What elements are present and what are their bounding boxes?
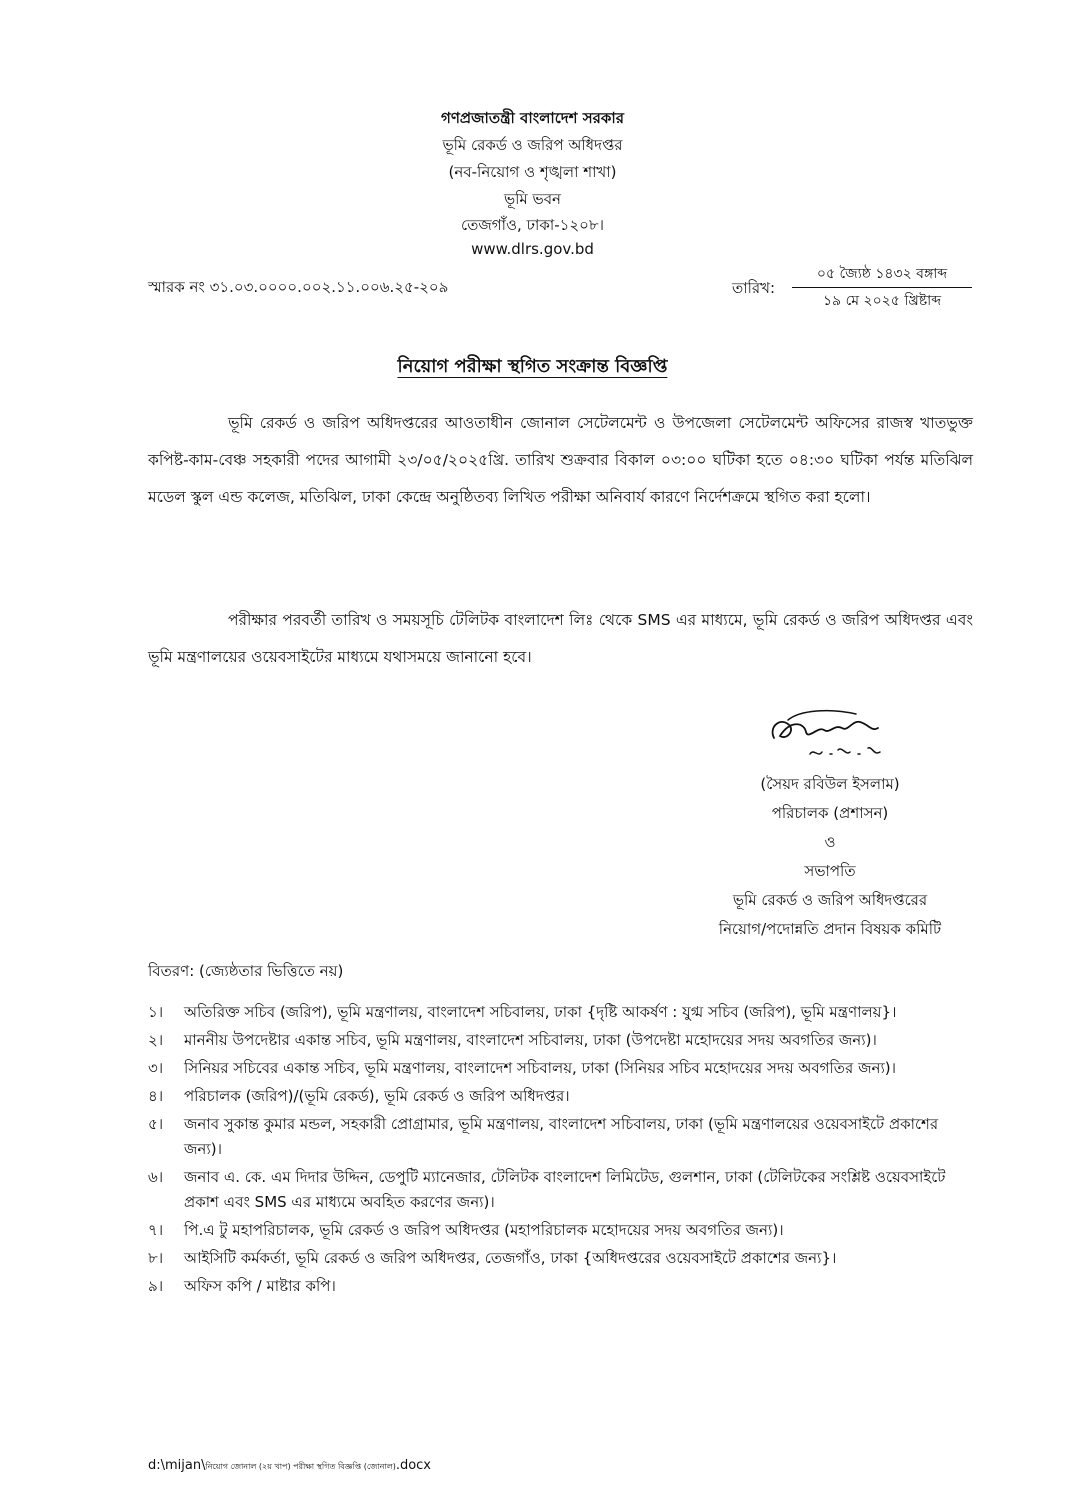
list-item <box>148 1084 978 1109</box>
handwritten-signature <box>760 706 900 768</box>
list-item-number: ৪। <box>148 1087 164 1105</box>
list-item-text: আইসিটি কর্মকর্তা, ভূমি রেকর্ড ও জরিপ অধিদপ্তর, তেজগাঁও, ঢাকা {অধিদপ্তরের ওয়েবসাইটে প্রকাশের জন্য}। <box>184 1249 837 1267</box>
list-item-number: ৯। <box>148 1277 164 1295</box>
list-item-number: ১। <box>148 1003 164 1021</box>
memo-number: স্মারক নং ৩১.০৩.০০০০.০০২.১১.০০৬.২৫-২০৯ <box>148 278 449 296</box>
signatory-name: (সৈয়দ রবিউল ইসলাম) <box>760 775 900 793</box>
signature-block <box>660 770 1000 944</box>
file-path-prefix: d:\mijan\ <box>148 1458 206 1473</box>
list-item-number: ৬। <box>148 1168 164 1186</box>
address: তেজগাঁও, ঢাকা-১২০৮। <box>461 216 604 234</box>
signatory-role: সভাপতি <box>804 862 856 880</box>
list-item-number: ৭। <box>148 1221 164 1239</box>
list-item <box>148 1028 978 1053</box>
date-label: তারিখ: <box>732 279 776 297</box>
building-name: ভূমি ভবন <box>503 190 562 208</box>
date-english: ১৯ মে ২০২৫ খ্রিষ্টাব্দ <box>822 293 942 309</box>
notice-subject <box>0 352 1065 383</box>
list-item-number: ৫। <box>148 1115 164 1133</box>
government-title: গণপ্রজাতন্ত্রী বাংলাদেশ সরকার <box>441 109 624 127</box>
department-name: ভূমি রেকর্ড ও জরিপ অধিদপ্তর <box>442 136 623 154</box>
list-item <box>148 1000 978 1025</box>
distribution-list <box>148 1000 978 1302</box>
list-item <box>148 1218 978 1243</box>
list-item <box>148 1246 978 1271</box>
website: www.dlrs.gov.bd <box>471 240 594 258</box>
list-item-number: ৮। <box>148 1249 164 1267</box>
signatory-designation: পরিচালক (প্রশাসন) <box>771 804 889 822</box>
list-item <box>148 1056 978 1081</box>
file-path-name: নিয়োগ জোনাল (২য় খাপ) পরীক্ষা স্থগিত বিজ্ঞপ্তি (জোনাল) <box>205 1462 396 1471</box>
body-paragraph-2: পরীক্ষার পরবর্তী তারিখ ও সময়সূচি টেলিটক বাংলাদেশ লিঃ থেকে SMS এর মাধ্যমে, ভূমি রেকর্ড ও জরিপ অধিদপ্তর এবং ভূমি মন্ত্রণালয়ের ওয়েবসাইটের মাধ্যমে যথাসময়ে জানানো হবে। <box>148 611 973 666</box>
branch-name: (নব-নিয়োগ ও শৃঙ্খলা শাখা) <box>448 163 617 181</box>
signatory-organization: ভূমি রেকর্ড ও জরিপ অধিদপ্তরের <box>732 891 928 909</box>
list-item-text: মাননীয় উপদেষ্টার একান্ত সচিব, ভূমি মন্ত্রণালয়, বাংলাদেশ সচিবালয়, ঢাকা (উপদেষ্টা মহোদয়ের সদয় অবগতির জন্য)। <box>184 1031 877 1049</box>
list-item-number: ২। <box>148 1031 164 1049</box>
list-item-number: ৩। <box>148 1059 164 1077</box>
body-paragraph-1: ভূমি রেকর্ড ও জরিপ অধিদপ্তরের আওতাধীন জোনাল সেটেলমেন্ট ও উপজেলা সেটেলমেন্ট অফিসের রাজস্ব খাতভুক্ত কপিষ্ট-কাম-বেঞ্চ সহকারী পদের আগামী ২৩/০৫/২০২৫খ্রি. তারিখ শুক্রবার বিকাল ০৩:০০ ঘটিকা হতে ০৪:৩০ ঘটিকা পর্যন্ত মতিঝিল মডেল স্কুল এন্ড কলেজ, মতিঝিল, ঢাকা কেন্দ্রে অনুষ্ঠিতব্য লিখিত পরীক্ষা অনিবার্য কারণে নির্দেশক্রমে স্থগিত করা হলো। <box>148 414 973 506</box>
list-item <box>148 1112 978 1162</box>
signatory-conjunction: ও <box>824 833 836 851</box>
list-item-text: জনাব এ. কে. এম দিদার উদ্দিন, ডেপুটি ম্যানেজার, টেলিটক বাংলাদেশ লিমিটেড, গুলশান, ঢাকা (টেলিটকের সংশ্লিষ্ট ওয়েবসাইটে প্রকাশ এবং SMS এর মাধ্যমে অবহিত করণের জন্য)। <box>184 1168 946 1211</box>
list-item-text: পরিচালক (জরিপ)/(ভূমি রেকর্ড), ভূমি রেকর্ড ও জরিপ অধিদপ্তর। <box>184 1087 570 1105</box>
list-item <box>148 1274 978 1299</box>
list-item-text: অফিস কপি / মাষ্টার কপি। <box>184 1277 336 1295</box>
file-path-footer <box>148 1458 431 1474</box>
notice-subject-text: নিয়োগ পরীক্ষা স্থগিত সংক্রান্ত বিজ্ঞপ্তি <box>397 356 668 377</box>
list-item <box>148 1165 978 1215</box>
signatory-committee: নিয়োগ/পদোন্নতি প্রদান বিষয়ক কমিটি <box>718 920 942 938</box>
list-item-text: পি.এ টু মহাপরিচালক, ভূমি রেকর্ড ও জরিপ অধিদপ্তর (মহাপরিচালক মহোদয়ের সদয় অবগতির জন্য)। <box>184 1221 784 1239</box>
file-path-extension: .docx <box>395 1458 431 1473</box>
list-item-text: জনাব সুকান্ত কুমার মন্ডল, সহকারী প্রোগ্রামার, ভূমি মন্ত্রণালয়, বাংলাদেশ সচিবালয়, ঢাকা (ভূমি মন্ত্রণালয়ের ওয়েবসাইটে প্রকাশের জন্য)। <box>184 1115 939 1158</box>
list-item-text: অতিরিক্ত সচিব (জরিপ), ভূমি মন্ত্রণালয়, বাংলাদেশ সচিবালয়, ঢাকা {দৃষ্টি আকর্ষণ : যুগ্ম সচিব (জরিপ), ভূমি মন্ত্রণালয়}। <box>184 1003 897 1021</box>
list-item-text: সিনিয়র সচিবের একান্ত সচিব, ভূমি মন্ত্রণালয়, বাংলাদেশ সচিবালয়, ঢাকা (সিনিয়র সচিব মহোদয়ের সদয় অবগতির জন্য)। <box>184 1059 897 1077</box>
distribution-title: বিতরণ: (জ্যেষ্ঠতার ভিত্তিতে নয়) <box>148 962 344 980</box>
date-bangla: ০৫ জ্যৈষ্ঠ ১৪৩২ বঙ্গাব্দ <box>792 262 972 288</box>
